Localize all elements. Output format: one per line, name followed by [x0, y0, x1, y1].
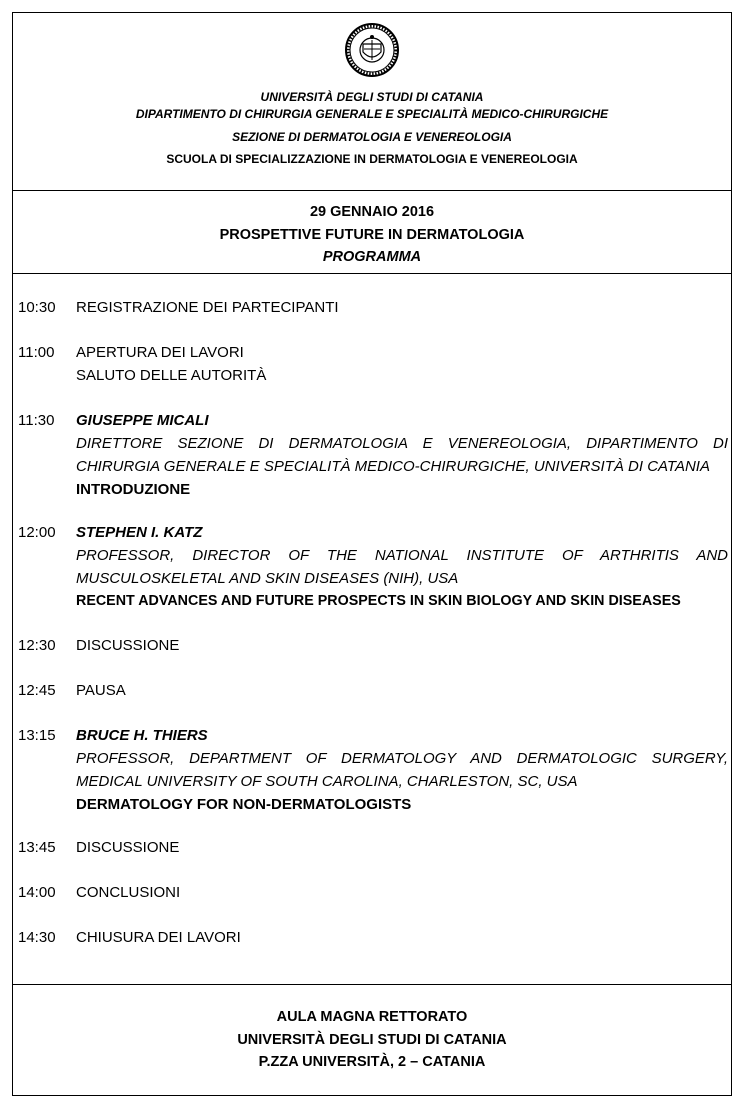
speaker-affiliation: PROFESSOR, DEPARTMENT OF DERMATOLOGY AND DERMATOLOGIC SURGERY,	[76, 750, 728, 767]
talk-title: INTRODUZIONE	[76, 481, 191, 498]
header-department: DIPARTIMENTO DI CHIRURGIA GENERALE E SPECIALITÀ MEDICO-CHIRURGICHE	[135, 107, 609, 121]
university-seal-icon	[344, 22, 400, 78]
header-section: SEZIONE DI DERMATOLOGIA E VENEREOLOGIA	[232, 130, 512, 144]
program-time: 11:30	[18, 412, 55, 429]
program-time: 13:45	[18, 839, 56, 856]
footer-venue: AULA MAGNA RETTORATO	[276, 1009, 468, 1025]
program-time: 12:45	[18, 682, 56, 699]
speaker-affiliation: MUSCULOSKELETAL AND SKIN DISEASES (NIH), USA	[76, 570, 459, 587]
speaker-affiliation: DIRETTORE SEZIONE DI DERMATOLOGIA E VENEREOLOGIA, DIPARTIMENTO DI	[76, 435, 728, 452]
title-divider	[12, 273, 732, 274]
footer-university: UNIVERSITÀ DEGLI STUDI DI CATANIA	[237, 1032, 507, 1048]
speaker-name: BRUCE H. THIERS	[76, 727, 208, 744]
program-time: 10:30	[18, 299, 56, 316]
program-time: 12:00	[18, 524, 56, 541]
event-title: PROSPETTIVE FUTURE IN DERMATOLOGIA	[219, 227, 525, 243]
program-text: REGISTRAZIONE DEI PARTECIPANTI	[76, 299, 339, 316]
talk-title: DERMATOLOGY FOR NON-DERMATOLOGISTS	[76, 796, 412, 813]
program-time: 12:30	[18, 637, 56, 654]
speaker-name: STEPHEN I. KATZ	[76, 524, 203, 541]
talk-title: RECENT ADVANCES AND FUTURE PROSPECTS IN SKIN BIOLOGY AND SKIN DISEASES	[76, 593, 681, 609]
header-university: UNIVERSITÀ DEGLI STUDI DI CATANIA	[260, 90, 484, 104]
program-time: 13:15	[18, 727, 56, 744]
program-text: DISCUSSIONE	[76, 637, 180, 654]
header-school: SCUOLA DI SPECIALIZZAZIONE IN DERMATOLOGIA E VENEREOLOGIA	[166, 152, 578, 166]
program-text: SALUTO DELLE AUTORITÀ	[76, 367, 267, 384]
program-text: CHIUSURA DEI LAVORI	[76, 929, 241, 946]
program-text: CONCLUSIONI	[76, 884, 181, 901]
program-heading: PROGRAMMA	[322, 249, 422, 265]
program-time: 14:00	[18, 884, 56, 901]
event-date: 29 GENNAIO 2016	[309, 204, 435, 220]
speaker-affiliation: CHIRURGIA GENERALE E SPECIALITÀ MEDICO-CHIRURGICHE, UNIVERSITÀ DI CATANIA	[76, 458, 710, 475]
speaker-affiliation: MEDICAL UNIVERSITY OF SOUTH CAROLINA, CHARLESTON, SC, USA	[76, 773, 578, 790]
footer-address: P.ZZA UNIVERSITÀ, 2 – CATANIA	[258, 1054, 486, 1070]
speaker-affiliation: PROFESSOR, DIRECTOR OF THE NATIONAL INSTITUTE OF ARTHRITIS AND	[76, 547, 728, 564]
program-time: 11:00	[18, 344, 55, 361]
header-divider	[12, 190, 732, 191]
speaker-name: GIUSEPPE MICALI	[76, 412, 209, 429]
program-text: APERTURA DEI LAVORI	[76, 344, 244, 361]
program-divider	[12, 984, 732, 985]
program-text: DISCUSSIONE	[76, 839, 180, 856]
program-time: 14:30	[18, 929, 56, 946]
program-text: PAUSA	[76, 682, 126, 699]
